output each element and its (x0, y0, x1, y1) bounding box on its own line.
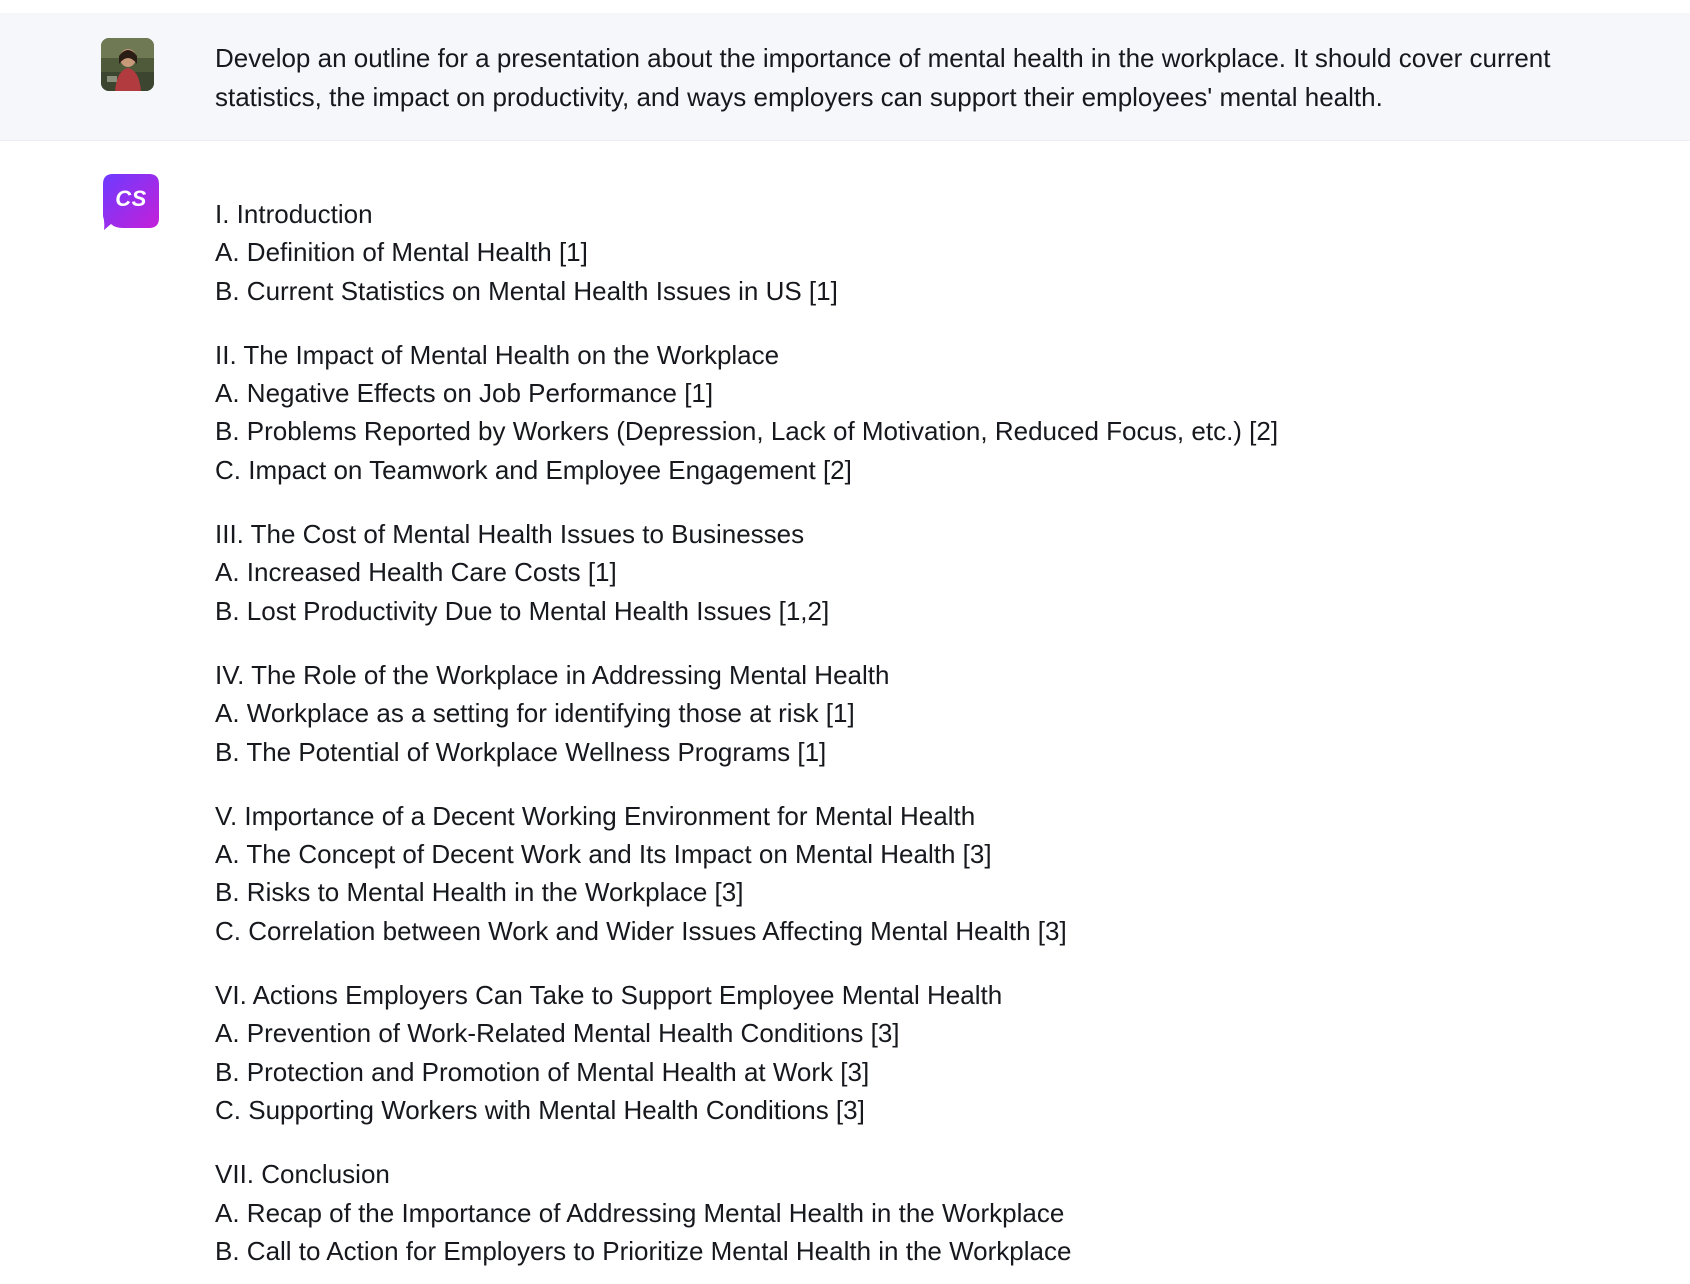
outline-item: B. Current Statistics on Mental Health Issues in US [1] (215, 275, 838, 306)
outline-item: B. Risks to Mental Health in the Workplace [3] (215, 877, 744, 908)
outline-item: C. Supporting Workers with Mental Health Conditions [3] (215, 1094, 865, 1125)
outline-item: A. Recap of the Importance of Addressing Mental Health in the Workplace (215, 1197, 1065, 1228)
outline-item: A. The Concept of Decent Work and Its Impact on Mental Health [3] (215, 839, 992, 870)
outline-section-heading: IV. The Role of the Workplace in Addressing Mental Health (215, 659, 890, 690)
outline-section (215, 1155, 1595, 1270)
user-message-row (0, 13, 1690, 141)
outline-item: A. Definition of Mental Health [1] (215, 237, 588, 268)
assistant-outline (215, 195, 1595, 1284)
outline-item: A. Prevention of Work-Related Mental Health Conditions [3] (215, 1018, 900, 1049)
outline-item: A. Workplace as a setting for identifying those at risk [1] (215, 698, 855, 729)
assistant-avatar (103, 174, 159, 230)
outline-section-heading: VII. Conclusion (215, 1159, 390, 1190)
user-message-text: Develop an outline for a presentation about the importance of mental health in the workplace. It should cover current statistics, the impact on productivity, and ways employers can support their employees' mental health. (215, 43, 1551, 112)
outline-item: B. Protection and Promotion of Mental Health at Work [3] (215, 1056, 870, 1087)
outline-section (215, 797, 1595, 950)
outline-section-heading: II. The Impact of Mental Health on the Workplace (215, 339, 780, 370)
outline-item: B. The Potential of Workplace Wellness Programs [1] (215, 736, 827, 767)
outline-section-heading: VI. Actions Employers Can Take to Support Employee Mental Health (215, 980, 1003, 1011)
user-photo-icon (101, 38, 154, 91)
outline-section-heading: I. Introduction (215, 199, 373, 229)
outline-item: C. Correlation between Work and Wider Issues Affecting Mental Health [3] (215, 915, 1067, 946)
outline-section (215, 195, 1595, 310)
outline-section-heading: V. Importance of a Decent Working Environment for Mental Health (215, 800, 976, 831)
outline-section (215, 336, 1595, 489)
outline-section (215, 515, 1595, 630)
outline-item: B. Call to Action for Employers to Prioritize Mental Health in the Workplace (215, 1235, 1072, 1266)
outline-item: B. Lost Productivity Due to Mental Health Issues [1,2] (215, 595, 830, 626)
outline-section (215, 976, 1595, 1129)
outline-item: C. Impact on Teamwork and Employee Engagement [2] (215, 454, 852, 485)
assistant-message-row (0, 142, 1690, 1284)
assistant-avatar-label: CS (115, 186, 147, 211)
user-avatar (101, 38, 154, 91)
outline-section (215, 656, 1595, 771)
outline-item: A. Negative Effects on Job Performance [1] (215, 378, 714, 409)
outline-item: A. Increased Health Care Costs [1] (215, 557, 617, 588)
outline-section-heading: III. The Cost of Mental Health Issues to Businesses (215, 519, 805, 550)
outline-item: B. Problems Reported by Workers (Depression, Lack of Motivation, Reduced Focus, etc.) [2] (215, 416, 1279, 447)
